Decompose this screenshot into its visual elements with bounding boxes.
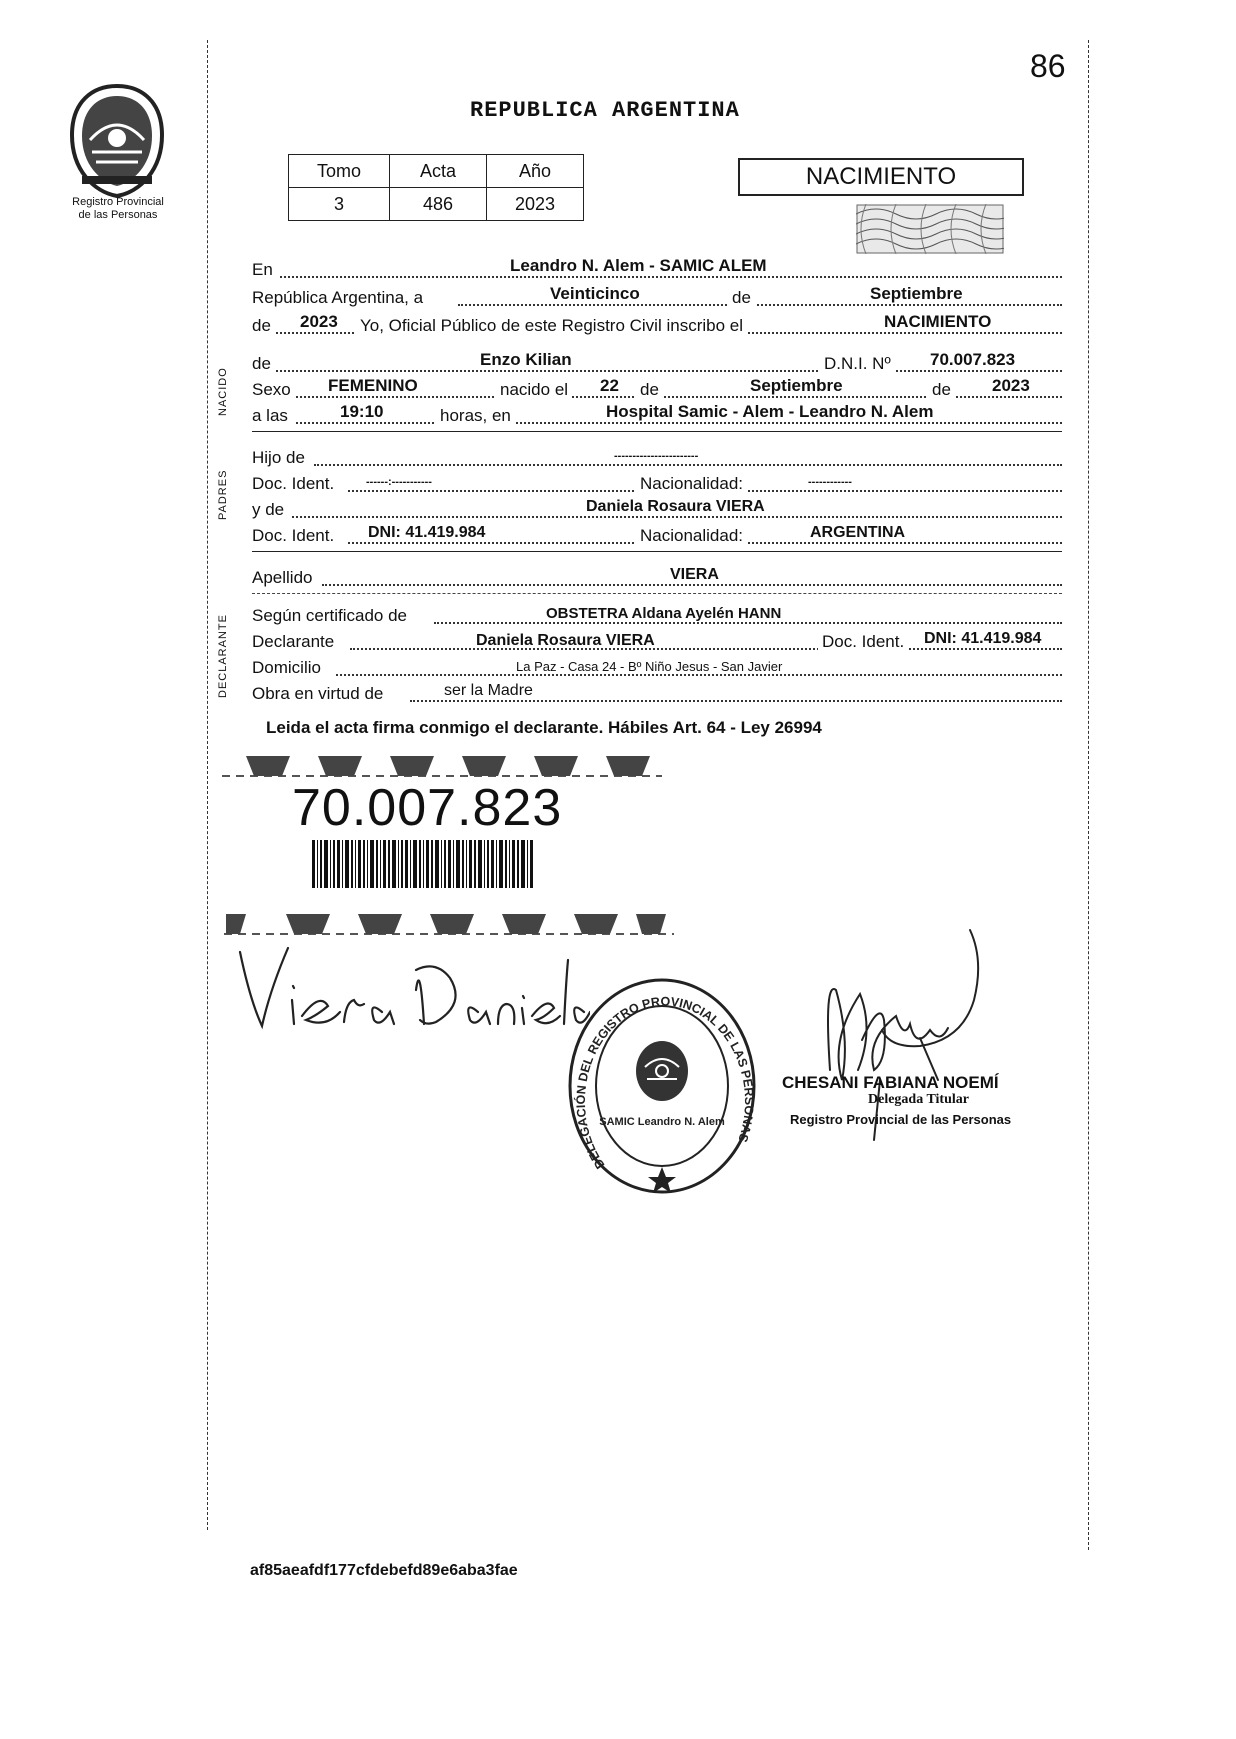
- registry-header-anio: Año: [487, 155, 584, 188]
- value-nacionalidad-padre: ------------: [808, 476, 852, 488]
- label-horas-en: horas, en: [436, 406, 515, 426]
- label-a-las: a las: [252, 406, 288, 425]
- value-domicilio: La Paz - Casa 24 - Bº Niño Jesus - San Javier: [516, 659, 783, 674]
- label-hijo-de: Hijo de: [252, 448, 305, 467]
- registry-value-anio: 2023: [487, 188, 584, 221]
- label-en: En: [252, 260, 273, 279]
- label-de: de: [728, 288, 755, 308]
- registry-value-acta: 486: [390, 188, 487, 221]
- label-sexo: Sexo: [252, 380, 291, 399]
- value-nacionalidad-madre: ARGENTINA: [810, 524, 906, 541]
- value-anio-nacimiento: 2023: [992, 376, 1030, 395]
- dotted-line: [458, 304, 1062, 306]
- seal-ring-text: DELEGACIÓN DEL REGISTRO PROVINCIAL DE LAS PERSONAS: [573, 994, 757, 1172]
- value-madre: Daniela Rosaura VIERA: [586, 498, 765, 515]
- document-hash: af85aeafdf177cfdebefd89e6aba3fae: [250, 1562, 518, 1579]
- security-hologram-stamp: [856, 204, 1004, 254]
- text-yo-oficial: Yo, Oficial Público de este Registro Civil inscribo el: [356, 316, 747, 336]
- row-declarante: [252, 630, 1062, 654]
- label-dni: D.N.I. Nº: [820, 354, 895, 374]
- value-mes-acta: Septiembre: [870, 284, 963, 303]
- value-nombre-nacido: Enzo Kilian: [480, 350, 572, 369]
- left-margin-line: [207, 40, 208, 1530]
- serial-number: 70.007.823: [292, 779, 563, 837]
- officer-name: CHESANI FABIANA NOEMÍ: [782, 1073, 999, 1092]
- label-declarante: Declarante: [252, 632, 335, 651]
- value-declarante-doc: DNI: 41.419.984: [924, 630, 1042, 647]
- label-doc-ident: Doc. Ident.: [818, 632, 908, 652]
- row-doc-padre: [252, 472, 1062, 496]
- label-de: de: [636, 380, 663, 400]
- value-hora: 19:10: [340, 402, 384, 421]
- section-label-padres: PADRES: [217, 469, 229, 521]
- logo-caption: [48, 196, 188, 222]
- value-padre-vacio: -----------------------: [614, 450, 699, 462]
- value-certificado: OBSTETRA Aldana Ayelén HANN: [546, 605, 782, 622]
- section-divider: [252, 431, 1062, 432]
- logo-caption-line1: Registro Provincial: [72, 196, 164, 208]
- label-nacionalidad: Nacionalidad:: [636, 526, 747, 546]
- label-republica: República Argentina, a: [252, 288, 424, 307]
- registry-header-tomo: Tomo: [289, 155, 390, 188]
- label-nacionalidad: Nacionalidad:: [636, 474, 747, 494]
- registry-table: [288, 154, 584, 221]
- row-y-de: [252, 498, 1062, 522]
- section-divider: [252, 551, 1062, 552]
- seal-inner-text: SAMIC Leandro N. Alem: [599, 1116, 725, 1128]
- right-margin-line: [1088, 40, 1089, 1550]
- dotted-line: [296, 422, 1062, 424]
- row-apellido: [252, 566, 1062, 590]
- row-segun-certificado: [252, 604, 1062, 628]
- label-nacido-el: nacido el: [496, 380, 572, 400]
- dotted-line: [314, 464, 1062, 466]
- registry-header-acta: Acta: [390, 155, 487, 188]
- value-dni-nacido: 70.007.823: [930, 350, 1016, 369]
- value-apellido: VIERA: [670, 566, 719, 583]
- dotted-line: [322, 584, 1062, 586]
- officer-organization: Registro Provincial de las Personas: [790, 1112, 1012, 1127]
- row-hora: [252, 404, 1062, 428]
- label-segun-certificado: Según certificado de: [252, 606, 407, 625]
- value-inscripcion: NACIMIENTO: [884, 312, 992, 331]
- label-obra-en-virtud: Obra en virtud de: [252, 684, 384, 703]
- dotted-line: [434, 622, 1062, 624]
- row-obra-en-virtud: [252, 682, 1062, 706]
- official-seal-stamp: [565, 975, 760, 1197]
- value-anio-acta: 2023: [300, 312, 338, 331]
- dotted-line: [292, 516, 1062, 518]
- value-mes-nacimiento: Septiembre: [750, 376, 843, 395]
- logo-caption-line2: de las Personas: [78, 209, 158, 221]
- barcode: [312, 840, 534, 888]
- page-number: 86: [1030, 48, 1066, 84]
- value-doc-madre: DNI: 41.419.984: [368, 524, 486, 541]
- declarant-signature: [230, 930, 590, 1040]
- dotted-line: [276, 370, 1062, 372]
- label-doc-ident: Doc. Ident.: [252, 526, 335, 545]
- closing-statement: Leida el acta firma conmigo el declarante. Hábiles Art. 64 - Ley 26994: [266, 718, 822, 737]
- label-de: de: [252, 316, 271, 335]
- row-hijo-de: [252, 446, 1062, 470]
- value-lugar-nacimiento: Hospital Samic - Alem - Leandro N. Alem: [606, 402, 934, 421]
- label-doc-ident: Doc. Ident.: [252, 474, 335, 493]
- dotted-line: [336, 674, 1062, 676]
- label-apellido: Apellido: [252, 568, 313, 587]
- row-domicilio: [252, 656, 1062, 680]
- act-type-box: NACIMIENTO: [738, 158, 1024, 196]
- value-obra-en-virtud: ser la Madre: [444, 682, 533, 699]
- row-sexo: [252, 378, 1062, 402]
- label-de: de: [928, 380, 955, 400]
- security-band-top: [222, 752, 662, 780]
- value-dia-nacimiento: 22: [600, 376, 619, 395]
- row-anio-inscribo: [252, 314, 1062, 338]
- row-doc-madre: [252, 524, 1062, 548]
- officer-role: Delegada Titular: [868, 1092, 969, 1107]
- dotted-line: [280, 276, 1062, 278]
- value-dia-texto: Veinticinco: [550, 284, 640, 303]
- label-y-de: y de: [252, 500, 285, 519]
- label-domicilio: Domicilio: [252, 658, 321, 677]
- row-nombre: [252, 352, 1062, 376]
- label-de: de: [252, 354, 271, 373]
- value-sexo: FEMENINO: [328, 376, 418, 395]
- section-label-nacido: NACIDO: [217, 367, 229, 417]
- value-declarante-nombre: Daniela Rosaura VIERA: [476, 632, 655, 649]
- document-title: REPUBLICA ARGENTINA: [470, 98, 740, 123]
- province-coat-of-arms-logo: [62, 80, 172, 200]
- dotted-line: [350, 648, 1062, 650]
- dotted-line: [410, 700, 1062, 702]
- section-label-declarante: DECLARANTE: [217, 614, 229, 698]
- row-en: [252, 258, 1062, 282]
- registry-value-tomo: 3: [289, 188, 390, 221]
- row-republica: [252, 286, 1062, 310]
- value-doc-padre: ------:-----------: [366, 476, 432, 488]
- value-lugar-acta: Leandro N. Alem - SAMIC ALEM: [510, 256, 767, 275]
- section-divider: [252, 593, 1062, 594]
